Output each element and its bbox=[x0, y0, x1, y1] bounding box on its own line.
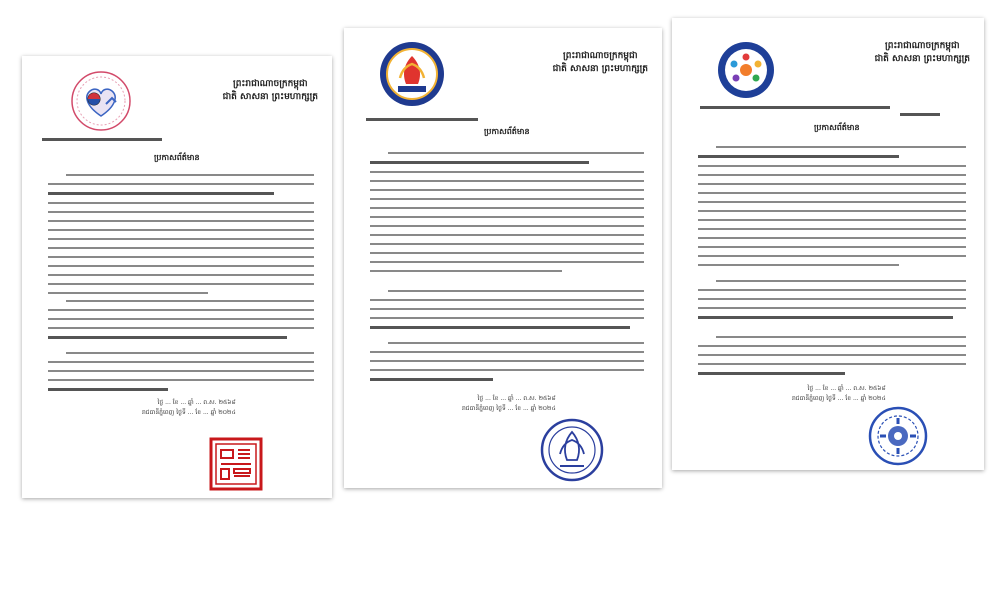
letter-1-paragraph-3 bbox=[48, 352, 314, 398]
letter-1-closing bbox=[142, 398, 236, 418]
blue-round-gear-seal-icon bbox=[868, 406, 928, 466]
letter-document-2 bbox=[344, 28, 662, 488]
letter-1-paragraph-2 bbox=[48, 300, 314, 346]
letter-1-org-name bbox=[42, 138, 162, 141]
header-line-kingdom: ព្រះរាជាណាចក្រកម្ពុជា bbox=[885, 41, 960, 51]
letter-2-paragraph-2 bbox=[370, 290, 644, 336]
closing-place: រាជធានីភ្នំពេញ ថ្ងៃទី ... ខែ ... ឆ្នាំ ២០២៤ bbox=[462, 405, 556, 412]
people-circle-logo-icon bbox=[716, 40, 776, 100]
letter-2-kingdom-header bbox=[553, 50, 648, 76]
letter-1-kingdom-header bbox=[223, 78, 318, 104]
header-line-motto: ជាតិ សាសនា ព្រះមហាក្សត្រ bbox=[874, 54, 970, 64]
red-square-stamp-icon bbox=[208, 436, 264, 492]
closing-date: ថ្ងៃ ... ខែ ... ឆ្នាំ ... ព.ស. ២៥៦៨ bbox=[157, 399, 236, 406]
letter-1-title: ប្រកាសព័ត៌មាន bbox=[154, 153, 200, 162]
letter-2-org-name bbox=[366, 118, 478, 121]
header-line-kingdom: ព្រះរាជាណាចក្រកម្ពុជា bbox=[233, 79, 308, 89]
letter-2-paragraph-3 bbox=[370, 342, 644, 388]
naga-emblem-logo-icon bbox=[378, 40, 446, 108]
closing-place: រាជធានីភ្នំពេញ ថ្ងៃទី ... ខែ ... ឆ្នាំ ២០២៤ bbox=[142, 409, 236, 416]
header-line-kingdom: ព្រះរាជាណាចក្រកម្ពុជា bbox=[563, 51, 638, 61]
letter-2-paragraph-1 bbox=[370, 152, 644, 279]
letter-document-3 bbox=[672, 18, 984, 470]
letter-1-paragraph-1 bbox=[48, 174, 314, 301]
letter-3-paragraph-3 bbox=[698, 336, 966, 382]
header-line-motto: ជាតិ សាសនា ព្រះមហាក្សត្រ bbox=[552, 64, 648, 74]
closing-date: ថ្ងៃ ... ខែ ... ឆ្នាំ ... ព.ស. ២៥៦៨ bbox=[477, 395, 556, 402]
letter-2-closing bbox=[462, 394, 556, 414]
letter-3-closing bbox=[792, 384, 886, 404]
letter-3-title: ប្រកាសព័ត៌មាន bbox=[814, 123, 860, 132]
letter-3-paragraph-1 bbox=[698, 146, 966, 273]
closing-date: ថ្ងៃ ... ខែ ... ឆ្នាំ ... ព.ស. ២៥៦៨ bbox=[807, 385, 886, 392]
letter-2-title: ប្រកាសព័ត៌មាន bbox=[484, 127, 530, 136]
letter-3-paragraph-2 bbox=[698, 280, 966, 326]
letter-3-kingdom-header bbox=[875, 40, 970, 66]
header-line-motto: ជាតិ សាសនា ព្រះមហាក្សត្រ bbox=[222, 92, 318, 102]
letter-document-1 bbox=[22, 56, 332, 498]
blue-round-naga-seal-icon bbox=[540, 418, 604, 482]
heart-handshake-logo-icon bbox=[70, 70, 132, 132]
closing-place: រាជធានីភ្នំពេញ ថ្ងៃទី ... ខែ ... ឆ្នាំ ២០២៤ bbox=[792, 395, 886, 402]
letter-3-org-name bbox=[700, 106, 940, 116]
